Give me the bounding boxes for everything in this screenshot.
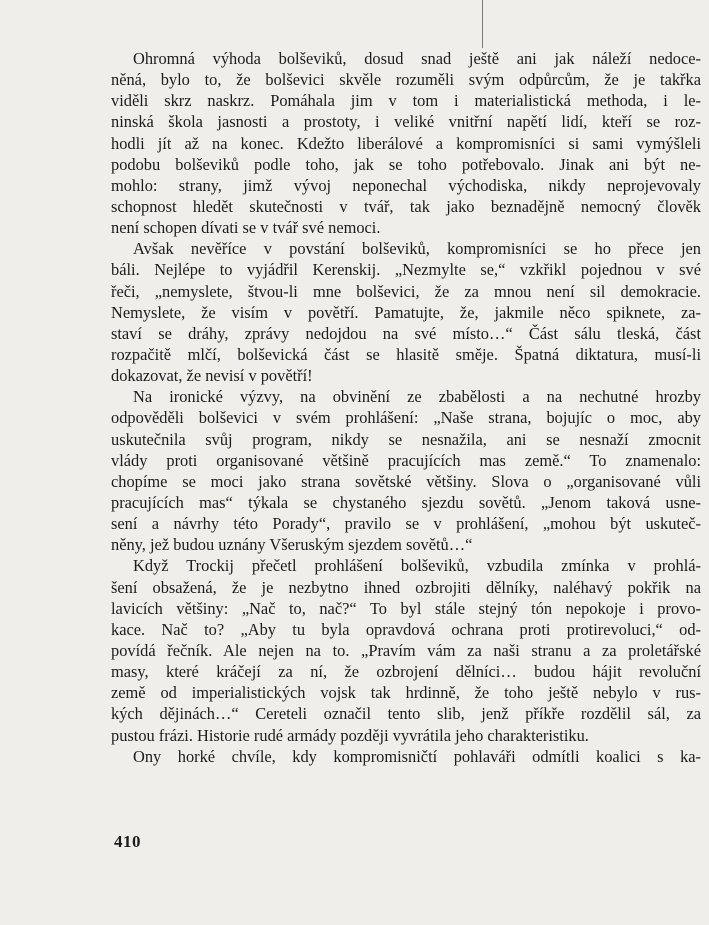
text-line: řeči, „nemyslete, štvou-li mne bolševici, že za mnou není sil demokracie. bbox=[111, 281, 701, 301]
text-line: není schopen dívati se v tvář své nemoci. bbox=[111, 218, 381, 238]
paragraph bbox=[111, 555, 701, 745]
text-line: masy, které kráčejí za ní, že ozbrojení dělníci… budou hájit revoluční bbox=[111, 662, 701, 682]
paragraph bbox=[111, 746, 701, 767]
text-line: schopnost hledět skutečnosti v tvář, tak jako beznadějně nemocný člověk bbox=[111, 196, 701, 216]
text-line: podobu bolševiků podle toho, jak se toho potřebovalo. Jinak ani být ne- bbox=[111, 154, 701, 174]
text-line: pustou frázi. Historie rudé armády později vyvrátila jeho charakteristiku. bbox=[111, 725, 589, 745]
text-line: Ony horké chvíle, kdy kompromisničtí pohlaváři odmítli koalici s ka- bbox=[133, 746, 701, 766]
text-line: rozpačitě mlčí, bolševická část se hlasitě směje. Špatná diktatura, musí-li bbox=[111, 344, 701, 364]
page-number: 410 bbox=[114, 832, 141, 851]
text-line: něná, bylo to, že bolševici skvěle rozuměli svým odpůrcům, že je takřka bbox=[111, 70, 701, 90]
text-line: staví se dráhy, zprávy nedojdou na své místo…“ Část sálu tleská, část bbox=[111, 323, 701, 343]
text-line: něny, jež budou uznány Všeruským sjezdem sovětů…“ bbox=[111, 535, 473, 555]
text-line: viděli skrz naskrz. Pomáhala jim v tom i materialistická methoda, i le- bbox=[111, 91, 701, 111]
text-line: lavicích většiny: „Nač to, nač?“ To byl stále stejný tón nepokoje i provo- bbox=[111, 598, 701, 618]
text-line: odpověděli bolševici v svém prohlášení: „Naše strana, bojujíc o moc, aby bbox=[111, 408, 701, 428]
text-line: kých dějinách…“ Cereteli označil tento slib, jenž příkře rozdělil sál, za bbox=[111, 704, 701, 724]
text-line: země od imperialistických vojsk tak hrdinně, že toho ještě nebylo v rus- bbox=[111, 683, 701, 703]
text-line: báli. Nejlépe to vyjádřil Kerenskij. „Nezmylte se,“ vzkřikl pojednou v své bbox=[111, 260, 701, 280]
text-line: Nemyslete, že visím v povětří. Pamatujte, že, jakmile něco spiknete, za- bbox=[111, 302, 701, 322]
text-line: uskutečnila svůj program, nikdy se nesnažila, ani se nesnaží zmocnit bbox=[111, 429, 701, 449]
text-line: šení obsažená, že je nezbytno ihned ozbrojiti dělníky, naléhavý pokřik na bbox=[111, 577, 701, 597]
paragraph bbox=[111, 48, 701, 238]
text-line: chopíme se moci jako strana sovětské většiny. Slova o „organisované vůli bbox=[111, 471, 701, 491]
text-line: ninská škola jasnosti a prostoty, i veliké vnitřní napětí lidí, kteří se roz- bbox=[111, 112, 701, 132]
text-line: Když Trockij přečetl prohlášení bolševiků, vzbudila zmínka v prohlá- bbox=[133, 556, 701, 576]
text-line: Ohromná výhoda bolševiků, dosud snad ještě ani jak náleží nedoce- bbox=[133, 49, 701, 68]
paragraph bbox=[111, 238, 701, 386]
scan-artifact-line bbox=[482, 0, 483, 48]
text-line: hodli jít až na konec. Kdežto liberálové a kompromisníci si sami vymýšleli bbox=[111, 133, 701, 153]
text-line: povídá řečník. Ale nejen na to. „Pravím vám za naši stranu a za proletářské bbox=[111, 640, 701, 660]
text-line: vlády proti organisované většině pracujících mas země.“ To znamenalo: bbox=[111, 450, 701, 470]
text-line: kace. Nač to? „Aby tu byla opravdová ochrana proti protirevoluci,“ od- bbox=[111, 619, 701, 639]
paragraph bbox=[111, 386, 701, 555]
text-line: Avšak nevěříce v povstání bolševiků, kompromisníci se ho přece jen bbox=[133, 239, 701, 259]
text-line: Na ironické výzvy, na obvinění ze zbabělosti a na nechutné hrozby bbox=[133, 387, 701, 407]
text-line: pracujících mas“ týkala se chystaného sjezdu sovětů. „Jenom taková usne- bbox=[111, 492, 701, 512]
text-line: sení a návrhy této Porady“, pravilo se v prohlášení, „mohou být uskuteč- bbox=[111, 514, 701, 534]
text-line: mohlo: strany, jimž vývoj neponechal východiska, nikdy neprojevovaly bbox=[111, 175, 701, 195]
text-line: dokazovat, že nevisí v povětří! bbox=[111, 366, 313, 386]
body-text bbox=[111, 48, 701, 767]
